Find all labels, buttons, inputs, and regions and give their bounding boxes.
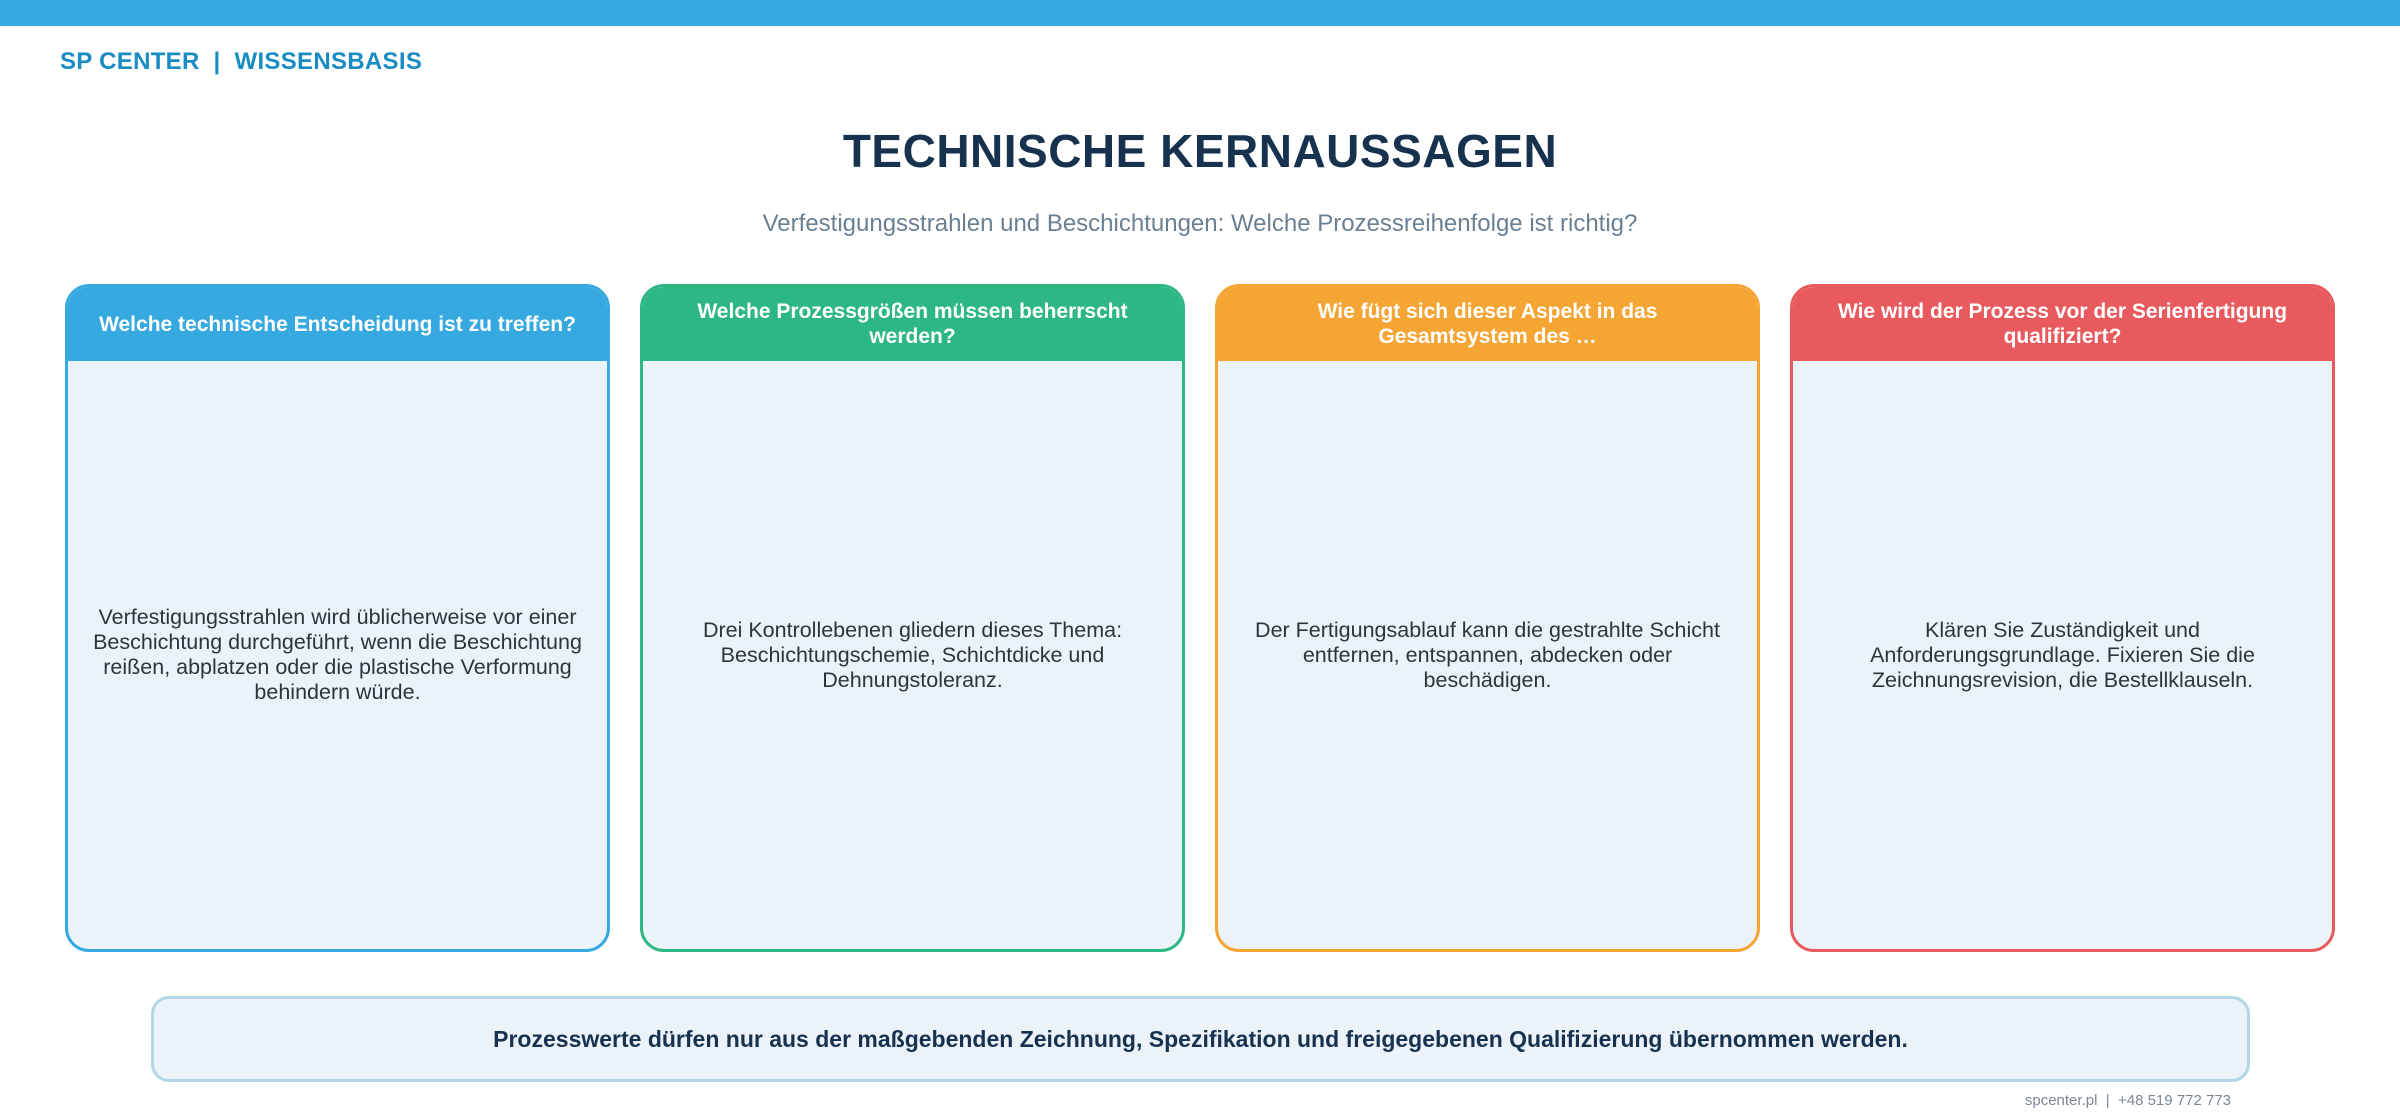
brand-label: SP CENTER | WISSENSBASIS (60, 48, 423, 75)
card-process-parameters-text: Drei Kontrollebenen gliedern dieses Thema: Beschichtungschemie, Schichtdicke und Dehnungstoleranz. (702, 617, 1123, 692)
note-text: Prozesswerte dürfen nur aus der maßgebenden Zeichnung, Spezifikation und freigegebenen Qualifizierung übernommen werden. (493, 1025, 1908, 1052)
page-title: TECHNISCHE KERNAUSSAGEN (842, 125, 1558, 177)
card-decision (65, 284, 610, 952)
card-process-parameters-heading: Welche Prozessgrößen müssen beherrscht werden? (643, 287, 1182, 361)
card-qualification-heading: Wie wird der Prozess vor der Serienfertigung qualifiziert? (1793, 287, 2332, 361)
card-qualification-text: Klären Sie Zuständigkeit und Anforderungsgrundlage. Fixieren Sie die Zeichnungsrevision, die Bestellklauseln. (1870, 617, 2255, 692)
card-system-integration (1215, 284, 1760, 952)
card-system-integration-heading: Wie fügt sich dieser Aspekt in das Gesamtsystem des … (1218, 287, 1757, 361)
page-subtitle: Verfestigungsstrahlen und Beschichtungen: Welche Prozessreihenfolge ist richtig? (762, 210, 1638, 237)
card-qualification (1790, 284, 2335, 952)
card-process-parameters (640, 284, 1185, 952)
card-grid (65, 284, 2335, 952)
card-decision-heading: Welche technische Entscheidung ist zu treffen? (68, 287, 607, 361)
card-system-integration-text: Der Fertigungsablauf kann die gestrahlte Schicht entfernen, entspannen, abdecken oder beschädigen. (1255, 617, 1720, 692)
card-decision-text: Verfestigungsstrahlen wird üblicherweise vor einer Beschichtung durchgeführt, wenn die Beschichtung reißen, abplatzen oder die plastische Verformung behindern würde. (93, 605, 582, 704)
top-accent-bar (0, 0, 2400, 26)
note-box (151, 996, 2250, 1082)
footer-contact: spcenter.pl | +48 519 772 773 (2024, 1092, 2231, 1109)
